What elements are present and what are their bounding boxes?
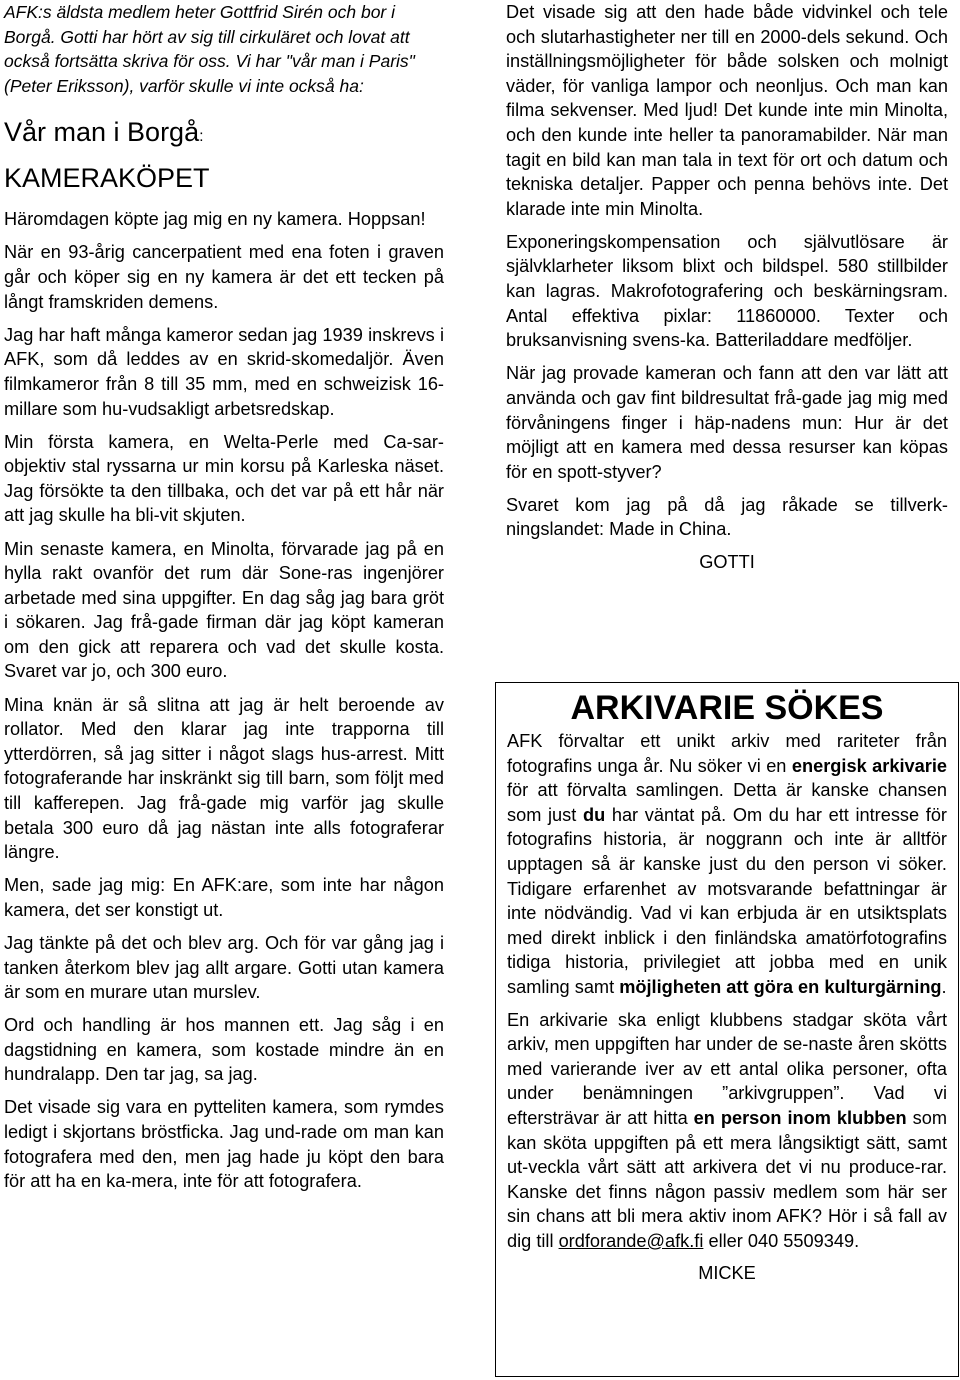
intro-line-2: Vi har "vår man i Paris" (Peter Eriksson), varför skulle vi inte också ha: xyxy=(4,51,415,96)
paragraph: Min senaste kamera, en Minolta, förvarade jag på en hylla rakt ovanför det rum där Sone-ras ingenjörer arbetade med sina uppgifter. En dag såg jag bara gröt i sökaren. Jag frå-gade firman där jag köpt kameran om den gick att reparera och vad det skulle kosta. Svaret var jo, och 300 euro. xyxy=(4,538,444,682)
intro-line-1: AFK:s äldsta medlem heter Gottfrid Sirén och bor i Borgå. Gotti har hört av sig till cirkuläret och lovat att också fortsätta skriva för oss. xyxy=(4,2,410,72)
paragraph: Häromdagen köpte jag mig en ny kamera. Hoppsan! xyxy=(4,209,426,230)
article-body-left xyxy=(4,207,444,1193)
ad-signature: MICKE xyxy=(698,1263,756,1284)
paragraph: Jag tänkte på det och blev arg. Och för var gång jag i tanken återkom blev jag allt argare. Gotti utan kamera är som en murare utan murslev. xyxy=(4,932,444,1003)
paragraph: När jag provade kameran och fann att den var lätt att använda och gav fint bildresultat frå-gade jag mig med förvåningens finger i häp-nadens mun: Hur är det möjligt att en kamera med dessa resurser kan köpas för en spott-styver? xyxy=(506,363,948,482)
ad-box-content xyxy=(507,687,947,1285)
paragraph: Det visade sig vara en pytteliten kamera, som rymdes ledigt i skjortans bröstficka. Jag und-rade om man kan fotografera med den, men jag hade ju köpt den bara för att ha en ka-mera, inte för att fotografera. xyxy=(4,1097,444,1192)
article-subtitle: KAMERAKÖPET xyxy=(4,163,210,194)
left-column xyxy=(4,0,444,1202)
email-link[interactable]: ordforande@afk.fi xyxy=(558,1230,704,1251)
paragraph: Mina knän är så slitna att jag är helt beroende av rollator. Med den klarar jag inte trapporna till ytterdörren, så jag sitter i något slags hus-arrest. Mitt fotograferande har inskränkt sig till barn, som följt med till kafferepen. Jag frå-gade mig varför jag skulle betala 300 euro då jag nästan inte alls fotograferar längre. xyxy=(4,694,444,863)
bold-text: energisk arkivarie xyxy=(791,755,947,776)
article-title xyxy=(4,114,444,155)
paragraph: Svaret kom jag på då jag råkade se tillverk-ningslandet: Made in China. xyxy=(506,494,948,540)
paragraph: Ord och handling är hos mannen ett. Jag såg i en dagstidning en kamera, som kostade mindre än en hundralapp. Den tar jag, sa jag. xyxy=(4,1015,444,1085)
ad-box xyxy=(495,682,959,1377)
paragraph: Exponeringskompensation och självutlösare är självklarheter liksom blixt och bildspel. 580 stillbilder kan lagras. Makrofotografering och beskärningsram. Antal effektiva pixlar: 11860000. Texter och bruksanvisning svens-ka. Batteriladdare medföljer. xyxy=(506,231,948,351)
text: . xyxy=(941,976,947,997)
text: för att förvalta samlingen. Detta är kanske chansen som just xyxy=(507,780,947,825)
ad-paragraph-1 xyxy=(507,729,947,1000)
text: AFK förvaltar ett unikt arkiv med rariteter från fotografins unga år. Nu söker vi en xyxy=(507,731,947,776)
paragraph: Jag har haft många kameror sedan jag 1939 inskrevs i AFK, som då leddes av en skrid-skomedaljör. Även filmkameror från 8 till 35 mm, med en schweizisk 16-millare som hu-vudsakligt arbetsredskap. xyxy=(4,324,444,419)
text: En arkivarie ska enligt klubbens stadgar sköta vårt arkiv, men uppgiften har under de se-naste åren skötts med varierande iver av ett antal olika personer, ofta under benämningen ”arkivgruppen”. Vad vi eftersträvar är att hitta xyxy=(507,1009,947,1128)
paragraph: Det visade sig att den hade både vidvinkel och tele och slutarhastigheter ner till en 2000-dels sekund. Och inställningsmöjligheter för både solsken och molnigt väder, för vanliga lampor och neonljus. Och man kan filma sekvenser. Med ljud! Det kunde inte min Minolta, och den kunde inte heller ta panoramabilder. När man tagit en bild kan man tala in text för ort och datum och tekniska detaljer. Papper och penna behövs inte. Det klarade inte min Minolta. xyxy=(506,2,948,219)
article-body-right xyxy=(506,0,948,542)
ad-paragraph-2 xyxy=(507,1008,947,1254)
ad-title: ARKIVARIE SÖKES xyxy=(570,689,884,727)
text: som kan sköta uppgiften på ett mera långsiktigt sätt, samt ut-veckla vårt sätt att arkivera det vi nu produce-rar. Kanske det finns någon passiv medlem som här ser sin chans att bli mera aktiv inom AFK? Hör i så fall av dig till xyxy=(507,1107,947,1251)
paragraph: När en 93-årig cancerpatient med ena foten i graven går och köper sig en ny kamera är det ett tecken på långt framskriden demens. xyxy=(4,242,444,312)
article-title-colon: : xyxy=(199,128,204,146)
right-column xyxy=(506,0,948,574)
paragraph: Men, sade jag mig: En AFK:are, som inte har någon kamera, det ser konstigt ut. xyxy=(4,875,444,920)
bold-text: en person inom klubben xyxy=(693,1107,907,1128)
text: har väntat på. Om du har ett intresse för fotografins historia, är noggrann och inte är alltför upptagen så är kanske just du den person vi söker. Tidigare erfarenhet av motsvarande befattningar är inte nödvändig. Vad vi kan erbjuda är en utsiktsplats med direkt inblick i den finländska amatörfotografins tidiga historia, privilegiet att jobba med en unik samling samt xyxy=(507,804,947,997)
bold-text: möjligheten att göra en kulturgärning xyxy=(619,976,942,997)
intro-text xyxy=(4,0,444,98)
article-title-main: Vår man i Borgå xyxy=(4,117,200,148)
paragraph: Min första kamera, en Welta-Perle med Ca-sar-objektiv stal ryssarna ur min korsu på Karleska näset. Jag försökte ta den tillbaka, och det var på ett hår när att jag skulle ha bli-vit skjuten. xyxy=(4,431,444,526)
text: eller 040 5509349. xyxy=(703,1230,860,1251)
author-signature: GOTTI xyxy=(699,552,755,573)
bold-text: du xyxy=(582,804,606,825)
